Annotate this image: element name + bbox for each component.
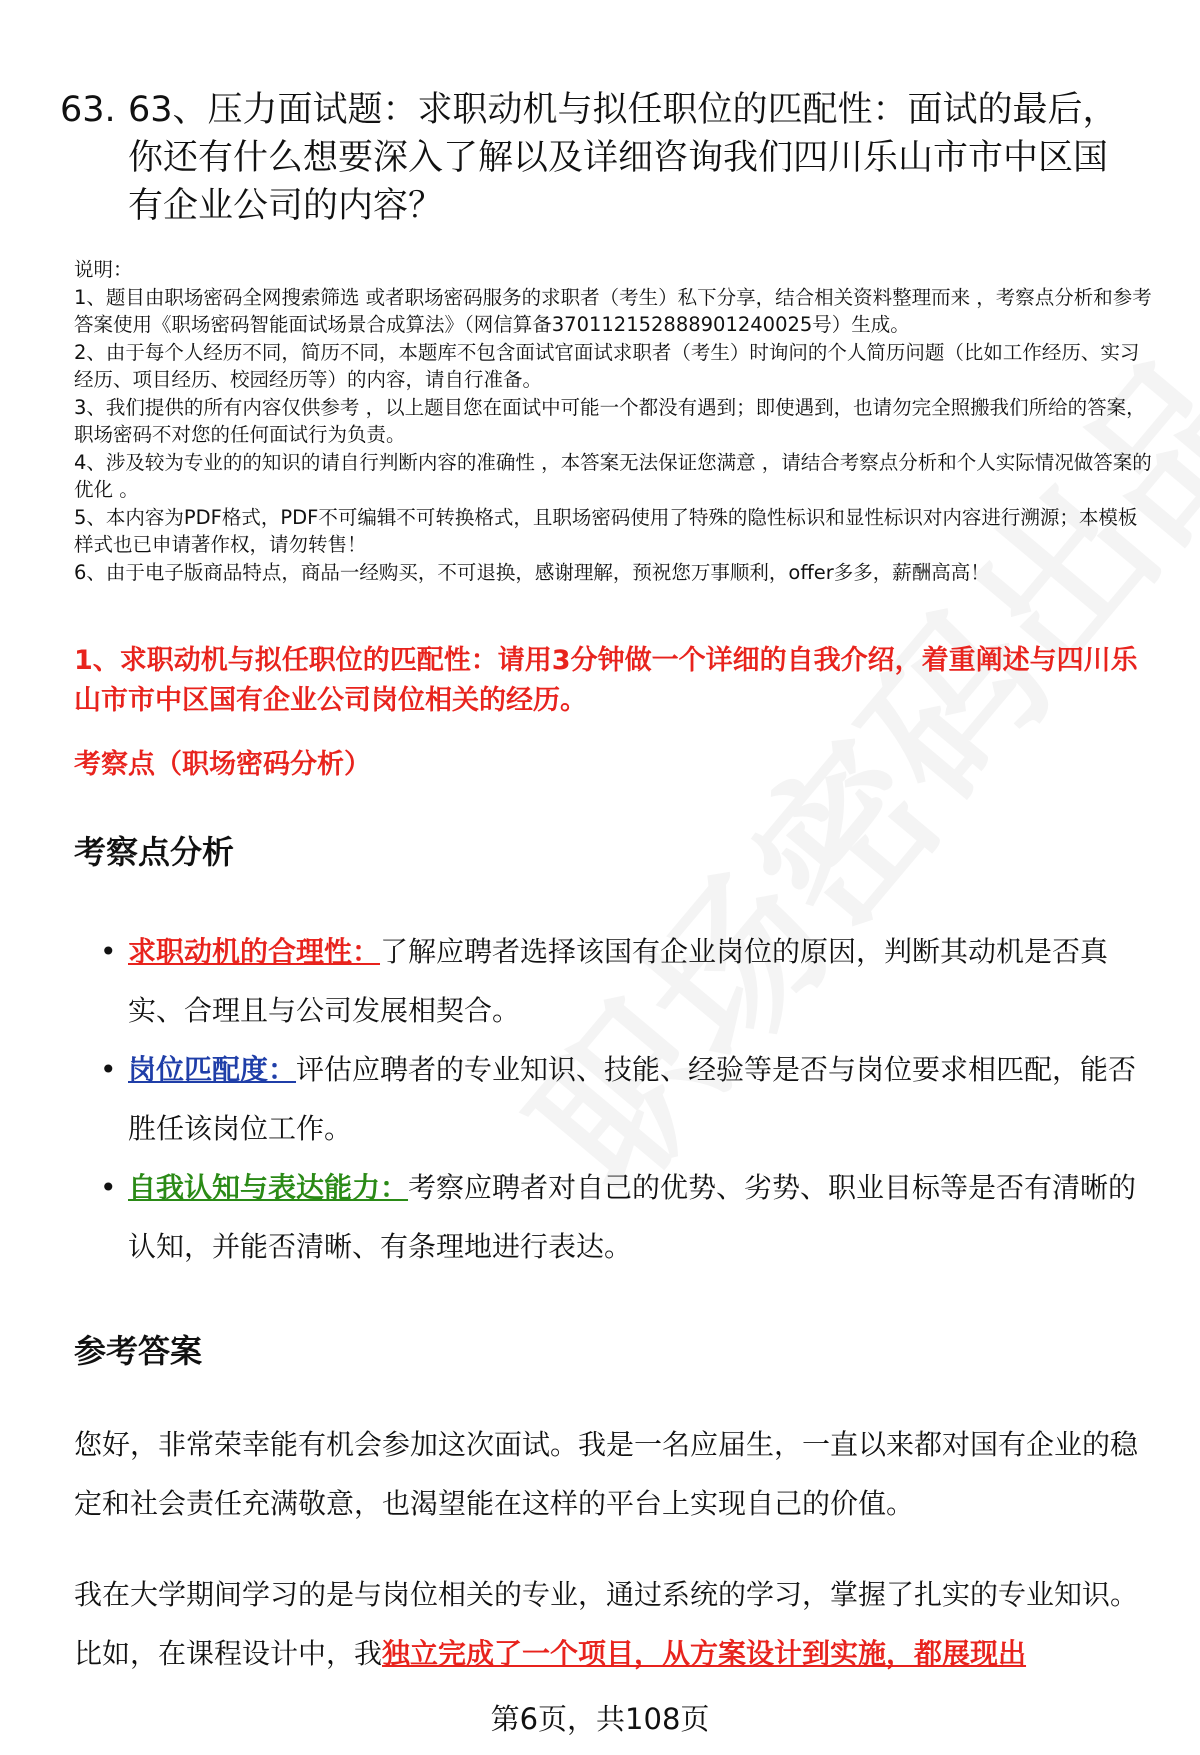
page-footer: 第6页，共108页 — [490, 1702, 710, 1736]
answer-highlight: 独立完成了一个项目，从方案设计到实施，都展现出 — [382, 1637, 1027, 1670]
analysis-text: 评估应聘者的专业知识、技能、经验等是否与岗位要求相匹配，能否胜任该岗位工作。 — [128, 1053, 1137, 1145]
analysis-key: 自我认知与表达能力： — [128, 1171, 409, 1204]
note-item: 2、由于每个人经历不同，简历不同，本题库不包含面试官面试求职者（考生）时询问的个人简历问题（比如工作经历、实习经历、项目经历、校园经历等）的内容，请自行准备。 — [74, 340, 1140, 391]
analysis-text: 考察应聘者对自己的优势、劣势、职业目标等是否有清晰的认知，并能否清晰、有条理地进行表达。 — [128, 1171, 1137, 1263]
analysis-key: 岗位匹配度： — [128, 1053, 297, 1086]
analysis-list — [100, 922, 1150, 1276]
note-item: 4、涉及较为专业的的知识的请自行判断内容的准确性 ，本答案无法保证您满意 ，请结合考察点分析和个人实际情况做答案的优化 。 — [74, 450, 1152, 501]
question-text: 63、压力面试题：求职动机与拟任职位的匹配性：面试的最后，你还有什么想要深入了解以及详细咨询我们四川乐山市市中区国有企业公司的内容？ — [128, 90, 1118, 226]
analysis-text: 了解应聘者选择该国有企业岗位的原因，判断其动机是否真实、合理且与公司发展相契合。 — [128, 935, 1109, 1027]
analysis-item — [100, 1158, 1150, 1276]
question-title — [60, 86, 1140, 230]
bullet-icon: • — [100, 935, 117, 968]
note-item: 3、我们提供的所有内容仅供参考 ，以上题目您在面试中可能一个都没有遇到；即使遇到，也请勿完全照搬我们所给的答案，职场密码不对您的任何面试行为负责。 — [74, 395, 1146, 446]
sub-question: 1、求职动机与拟任职位的匹配性：请用3分钟做一个详细的自我介绍，着重阐述与四川乐山市市中区国有企业公司岗位相关的经历。 — [74, 645, 1138, 716]
notes-heading: 说明： — [74, 258, 133, 281]
disclaimer-notes — [74, 256, 1154, 586]
question-number: 63. — [60, 90, 116, 130]
answer-paragraph: 您好，非常荣幸能有机会参加这次面试。我是一名应届生，一直以来都对国有企业的稳定和社会责任充满敬意，也渴望能在这样的平台上实现自己的价值。 — [74, 1428, 1139, 1520]
analysis-item — [100, 1040, 1150, 1158]
answer-paragraph — [74, 1565, 1154, 1683]
answer-text: 我在大学期间学习的是与岗位相关的专业，通过系统的学习，掌握了扎实的专业知识。比如，在课程设计中，我 — [74, 1578, 1139, 1670]
note-item: 5、本内容为PDF格式，PDF不可编辑不可转换格式，且职场密码使用了特殊的隐性标识和显性标识对内容进行溯源；本模板样式也已申请著作权，请勿转售！ — [74, 505, 1138, 556]
bullet-icon: • — [100, 1171, 117, 1204]
analysis-heading: 考察点分析 — [74, 833, 235, 871]
note-item: 1、题目由职场密码全网搜索筛选 或者职场密码服务的求职者（考生）私下分享，结合相关资料整理而来 ，考察点分析和参考答案使用《职场密码智能面试场景合成算法》（网信算备370112152888901240025号）生成。 — [74, 285, 1152, 336]
sub-label: 考察点（职场密码分析） — [74, 749, 371, 780]
note-item: 6、由于电子版商品特点，商品一经购买，不可退换，感谢理解，预祝您万事顺利，offer多多，薪酬高高！ — [74, 560, 990, 584]
analysis-key: 求职动机的合理性： — [128, 935, 381, 968]
bullet-icon: • — [100, 1053, 117, 1086]
analysis-item — [100, 922, 1150, 1040]
answer-heading: 参考答案 — [74, 1332, 203, 1370]
